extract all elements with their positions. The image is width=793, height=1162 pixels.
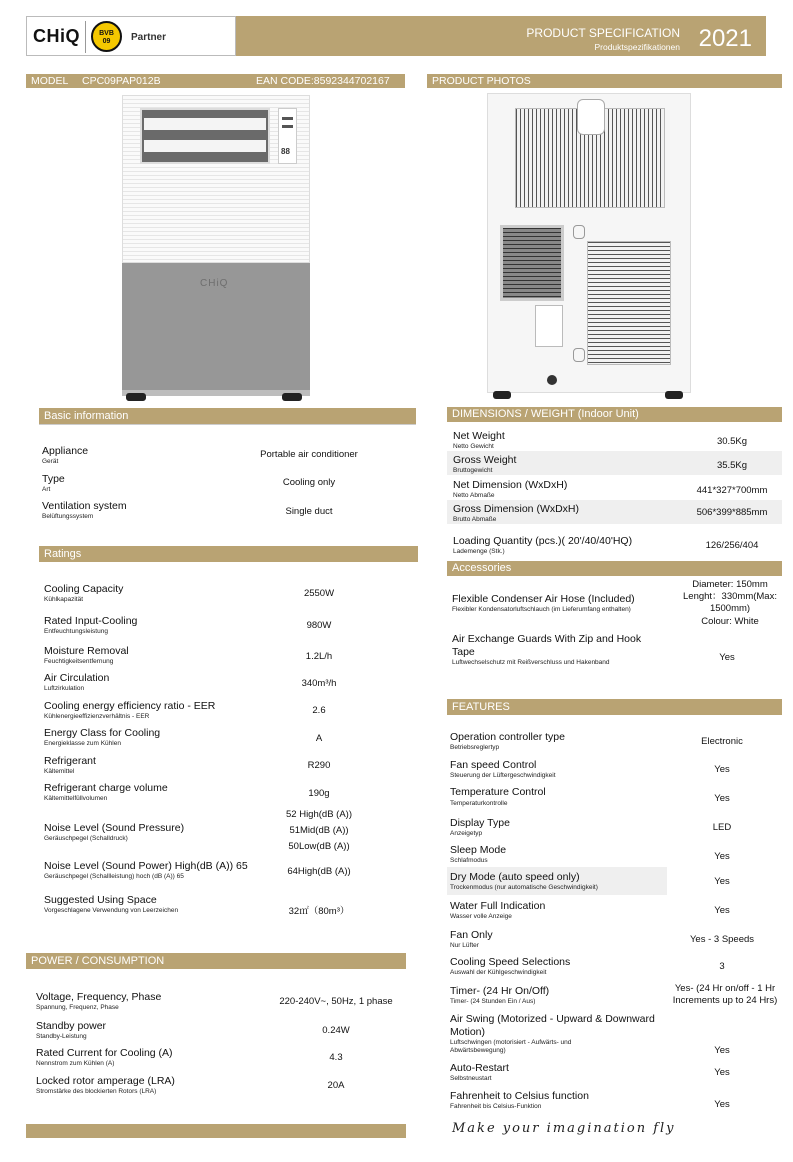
- spec-sublabel: Auswahl der Kühlgeschwindigkeit: [450, 969, 547, 976]
- section-title: FEATURES: [452, 701, 510, 713]
- spec-sublabel: Stromstärke des blockierten Rotors (LRA): [36, 1088, 157, 1095]
- cord-hook-icon: [573, 225, 585, 239]
- noise-value-mid: 51Mid(dB (A)): [289, 825, 349, 836]
- spec-label: Operation controller type: [450, 731, 565, 743]
- spec-label: Ventilation system: [42, 500, 127, 512]
- spec-value: Yes: [714, 1067, 730, 1078]
- spec-value: 0.24W: [322, 1025, 350, 1036]
- spec-sublabel: Netto Abmaße: [453, 492, 495, 499]
- spec-sublabel: Flexibler Kondensatorluftschlauch (im Lieferumfang enthalten): [452, 606, 631, 613]
- ratings-table: [39, 562, 418, 942]
- back-photo: [487, 93, 691, 403]
- spec-label: Net Dimension (WxDxH): [453, 479, 568, 491]
- spec-sublabel: Nur Lüfter: [450, 942, 479, 949]
- spec-sublabel: Gerät: [42, 458, 59, 465]
- spec-label: Air Exchange Guards With Zip and Hook: [452, 633, 642, 645]
- display-readout: 88: [281, 147, 290, 156]
- spec-label: Moisture Removal: [44, 645, 129, 657]
- spec-sublabel: Standby-Leistung: [36, 1033, 87, 1040]
- features-row: [447, 900, 782, 926]
- spec-sublabel: Trockenmodus (nur automatische Geschwindigkeit): [450, 884, 598, 891]
- photos-title-bar: [427, 74, 782, 88]
- spec-sublabel: Lademenge (Stk.): [453, 548, 505, 555]
- spec-sublabel: Kühlkapazität: [44, 596, 84, 603]
- spec-sublabel: Luftwechselschutz mit Reißverschluss und Hakenband: [452, 659, 610, 666]
- spec-sublabel: Spannung, Frequenz, Phase: [36, 1004, 119, 1011]
- spec-sublabel: Selbstneustart: [450, 1075, 492, 1082]
- dimensions-row: [447, 479, 782, 503]
- spec-label: Display Type: [450, 817, 510, 829]
- ratings-row: [39, 860, 418, 886]
- dimensions-row: [447, 454, 782, 478]
- spec-label: Energy Class for Cooling: [44, 727, 161, 739]
- led-display-icon: [282, 117, 293, 120]
- front-vent-louver: [140, 108, 270, 164]
- spec-label: Noise Level (Sound Pressure): [44, 822, 185, 834]
- basic-row: [39, 473, 416, 499]
- spec-value: 340m³/h: [301, 678, 337, 689]
- section-title: Accessories: [452, 562, 512, 574]
- power-row: [26, 1020, 406, 1046]
- spec-value: Yes: [714, 876, 730, 887]
- spec-sublabel: Wasser volle Anzeige: [450, 913, 512, 920]
- spec-label: Cooling Capacity: [44, 583, 124, 595]
- spec-label: Auto-Restart: [450, 1062, 509, 1074]
- spec-sublabel: Steuerung der Lüftergeschwindigkeit: [450, 772, 556, 779]
- features-row: [447, 1090, 782, 1116]
- features-table: [447, 715, 782, 1115]
- features-row: [447, 1062, 782, 1088]
- basic-row: [39, 500, 416, 526]
- spec-value: Yes: [714, 851, 730, 862]
- accessories-table: [447, 576, 793, 676]
- spec-label: Type: [42, 473, 65, 485]
- wheel-icon: [126, 393, 146, 401]
- dimensions-table: [447, 422, 782, 562]
- features-row: [447, 731, 782, 757]
- dimensions-row: [447, 535, 782, 559]
- air-filter-grille: [500, 225, 564, 301]
- spec-label: Water Full Indication: [450, 900, 546, 912]
- spec-label: Gross Weight: [453, 454, 517, 466]
- spec-value: 30.5Kg: [716, 436, 748, 447]
- spec-label: Flexible Condenser Air Hose (Included): [452, 593, 635, 605]
- ratings-row: [39, 583, 418, 609]
- spec-label: Dry Mode (auto speed only): [450, 871, 580, 883]
- dimensions-row: [447, 503, 782, 527]
- spec-value: 126/256/404: [705, 540, 759, 551]
- features-row: [447, 759, 782, 785]
- section-title: DIMENSIONS / WEIGHT (Indoor Unit): [452, 408, 639, 420]
- spec-value: Yes: [714, 905, 730, 916]
- spec-label: Sleep Mode: [450, 844, 507, 856]
- power-row: [26, 1047, 406, 1073]
- spec-value: 220-240V~, 50Hz, 1 phase: [279, 996, 393, 1007]
- spec-sublabel: Schlafmodus: [450, 857, 488, 864]
- spec-value: Yes: [714, 793, 730, 804]
- hose-value-line: 1500mm): [709, 603, 751, 614]
- spec-sublabel: Luftschwingen (motorisiert - Aufwärts- und: [450, 1039, 572, 1046]
- features-row: [447, 844, 782, 870]
- spec-label: Tape: [452, 646, 475, 658]
- ratings-row: [39, 894, 418, 920]
- dimensions-row: [447, 430, 782, 454]
- spec-label: Motion): [450, 1026, 486, 1038]
- section-accessories: [447, 561, 782, 576]
- carry-handle: [577, 99, 605, 135]
- ratings-row: [39, 672, 418, 698]
- features-row: [447, 871, 782, 897]
- spec-label: Refrigerant: [44, 755, 96, 767]
- spec-year: 2021: [698, 25, 752, 52]
- ratings-row: [39, 645, 418, 671]
- hose-value-line: Diameter: 150mm: [692, 579, 768, 590]
- ratings-row: [39, 782, 418, 808]
- spec-subtitle: Produktspezifikationen: [594, 42, 680, 52]
- spec-value: Electronic: [701, 736, 743, 747]
- features-row: [447, 1013, 782, 1057]
- ratings-row: [39, 615, 418, 641]
- spec-value: Yes: [714, 764, 730, 775]
- spec-sublabel: Anzeigetyp: [450, 830, 483, 837]
- spec-label: Locked rotor amperage (LRA): [36, 1075, 175, 1087]
- spec-sublabel: Bruttogewicht: [453, 467, 493, 474]
- logo-divider: [85, 21, 86, 53]
- front-photo: [122, 95, 310, 401]
- ratings-row: [39, 727, 418, 753]
- control-panel: [278, 108, 297, 164]
- spec-value: R290: [307, 760, 331, 771]
- spec-sublabel: Betriebsreglertyp: [450, 744, 500, 751]
- ratings-row-noise-pressure: [39, 808, 418, 858]
- spec-sublabel: Kältemittelfüllvolumen: [44, 795, 108, 802]
- spec-label: Air Circulation: [44, 672, 110, 684]
- partner-label: Partner: [131, 32, 167, 43]
- spec-sublabel: Art: [42, 486, 51, 493]
- header: [26, 16, 766, 56]
- section-dimensions: [447, 407, 782, 422]
- spec-value: 980W: [306, 620, 332, 631]
- spec-value: 506*399*885mm: [696, 507, 768, 518]
- louver-blade: [144, 140, 266, 152]
- spec-label: Cooling energy efficiency ratio - EER: [44, 700, 216, 712]
- spec-label: Cooling Speed Selections: [450, 956, 571, 968]
- power-row: [26, 991, 406, 1017]
- timer-value-line: Yes- (24 Hr on/off - 1 Hr: [674, 983, 776, 994]
- spec-value: 3: [719, 961, 725, 972]
- features-row: [447, 929, 782, 955]
- noise-value-low: 50Low(dB (A)): [288, 841, 350, 852]
- spec-value: 32㎡（80m³）: [288, 906, 350, 917]
- spec-value: 64High(dB (A)): [287, 866, 351, 877]
- spec-sublabel: Feuchtigkeitsentfernung: [44, 658, 114, 665]
- spec-sublabel: Nennstrom zum Kühlen (A): [36, 1060, 115, 1067]
- spec-sublabel: Geräuschpegel (Schallleistung) hoch (dB (A)) 65: [44, 873, 184, 880]
- spec-label: Rated Current for Cooling (A): [36, 1047, 173, 1059]
- spec-value: Single duct: [285, 506, 333, 517]
- slogan: Make your imagination fly: [452, 1121, 676, 1136]
- spec-value: Yes: [714, 1099, 730, 1110]
- spec-value: 1.2L/h: [305, 651, 333, 662]
- spec-label: Refrigerant charge volume: [44, 782, 168, 794]
- model-bar: [26, 74, 405, 88]
- wheel-icon: [282, 393, 302, 401]
- spec-label: Loading Quantity (pcs.)( 20'/40/40'HQ): [453, 535, 633, 547]
- spec-value: Yes: [714, 1045, 730, 1056]
- features-row: [447, 983, 782, 1013]
- brand-logo: CHiQ: [33, 26, 80, 46]
- spec-sublabel: Belüftungssystem: [42, 513, 94, 520]
- spec-label: Standby power: [36, 1020, 107, 1032]
- spec-value: Cooling only: [282, 477, 336, 488]
- spec-sublabel: Kältemittel: [44, 768, 75, 775]
- spec-value: A: [315, 733, 323, 744]
- spec-label: Fahrenheit to Celsius function: [450, 1090, 589, 1102]
- bvb-badge: [91, 21, 122, 52]
- section-title: Ratings: [44, 548, 82, 560]
- spec-label: Appliance: [42, 445, 89, 457]
- model-label: MODEL: [31, 75, 69, 87]
- noise-value-high: 52 High(dB (A)): [286, 809, 352, 820]
- cord-hook-icon: [573, 348, 585, 362]
- features-row: [447, 956, 782, 982]
- back-lower-grille: [587, 241, 671, 365]
- timer-value-line: Increments up to 24 Hrs): [672, 995, 778, 1006]
- features-row: [447, 817, 782, 843]
- spec-sublabel: Energieklasse zum Kühlen: [44, 740, 121, 747]
- power-row: [26, 1075, 406, 1101]
- spec-label: Temperature Control: [450, 786, 546, 798]
- bvb-badge-text: BVB 09: [99, 30, 114, 45]
- power-table: [26, 969, 406, 1109]
- basic-row: [39, 445, 416, 471]
- wheel-icon: [665, 391, 683, 399]
- spec-label: Gross Dimension (WxDxH): [453, 503, 580, 515]
- spec-value: Yes - 3 Speeds: [689, 934, 755, 945]
- spec-value: 35.5Kg: [716, 460, 748, 471]
- spec-value: 441*327*700mm: [696, 485, 768, 496]
- footer-bar: [26, 1124, 406, 1138]
- spec-value: 20A: [327, 1080, 345, 1091]
- spec-label: Voltage, Frequency, Phase: [36, 991, 162, 1003]
- spec-sublabel: Luftzirkulation: [44, 685, 85, 692]
- spec-sublabel: Timer- (24 Stunden Ein / Aus): [450, 998, 536, 1005]
- hose-value-line: Colour: White: [701, 616, 759, 627]
- spec-value: 2550W: [303, 588, 335, 599]
- spec-sublabel: Abwärtsbewegung): [450, 1047, 506, 1054]
- spec-value: Yes: [719, 652, 735, 663]
- spec-label: Rated Input-Cooling: [44, 615, 138, 627]
- wheel-icon: [493, 391, 511, 399]
- section-basic-information: [39, 408, 416, 424]
- model-number: CPC09PAP012B: [82, 75, 161, 87]
- hose-value-line: Lenght：330mm(Max:: [683, 591, 777, 602]
- spec-value: 4.3: [329, 1052, 343, 1063]
- section-title: Basic information: [44, 410, 129, 422]
- photos-title: PRODUCT PHOTOS: [432, 75, 531, 87]
- spec-value: 190g: [308, 788, 330, 799]
- spec-label: Air Swing (Motorized - Upward & Downward: [450, 1013, 655, 1025]
- brand-area: [26, 16, 236, 56]
- spec-label: Net Weight: [453, 430, 505, 442]
- exhaust-port: [535, 305, 563, 347]
- ratings-row: [39, 755, 418, 781]
- features-row: [447, 786, 782, 812]
- spec-value: Portable air conditioner: [260, 449, 358, 460]
- spec-sublabel: Vorgeschlagene Verwendung von Leerzeichen: [44, 907, 179, 914]
- section-features: [447, 699, 782, 715]
- spec-sublabel: Brutto Abmaße: [453, 516, 497, 523]
- section-ratings: [39, 546, 418, 562]
- drain-plug-icon: [547, 375, 557, 385]
- spec-value: LED: [712, 822, 732, 833]
- spec-sublabel: Temperaturkontrolle: [450, 800, 508, 807]
- led-display-icon: [282, 125, 293, 128]
- spec-sublabel: Kühlenergieeffizienzverhältnis - EER: [44, 713, 150, 720]
- basic-table: [39, 424, 416, 545]
- spec-title: PRODUCT SPECIFICATION: [526, 26, 680, 40]
- front-brand-logo: CHiQ: [200, 278, 229, 289]
- spec-sublabel: Entfeuchtungsleistung: [44, 628, 108, 635]
- section-power-consumption: [26, 953, 406, 969]
- spec-sublabel: Geräuschpegel (Schalldruck): [44, 835, 128, 842]
- spec-label: Fan speed Control: [450, 759, 537, 771]
- ratings-row: [39, 700, 418, 726]
- spec-sublabel: Netto Gewicht: [453, 443, 494, 450]
- spec-sublabel: Fahrenheit bis Celsius-Funktion: [450, 1103, 542, 1110]
- spec-label: Suggested Using Space: [44, 894, 157, 906]
- louver-blade: [144, 118, 266, 130]
- header-banner: [236, 16, 766, 56]
- spec-label: Timer- (24 Hr On/Off): [450, 985, 550, 997]
- section-title: POWER / CONSUMPTION: [31, 955, 165, 967]
- ean-code: EAN CODE:8592344702167: [256, 75, 390, 87]
- spec-label: Fan Only: [450, 929, 493, 941]
- spec-label: Noise Level (Sound Power) High(dB (A)) 65: [44, 860, 248, 872]
- spec-value: 2.6: [312, 705, 326, 716]
